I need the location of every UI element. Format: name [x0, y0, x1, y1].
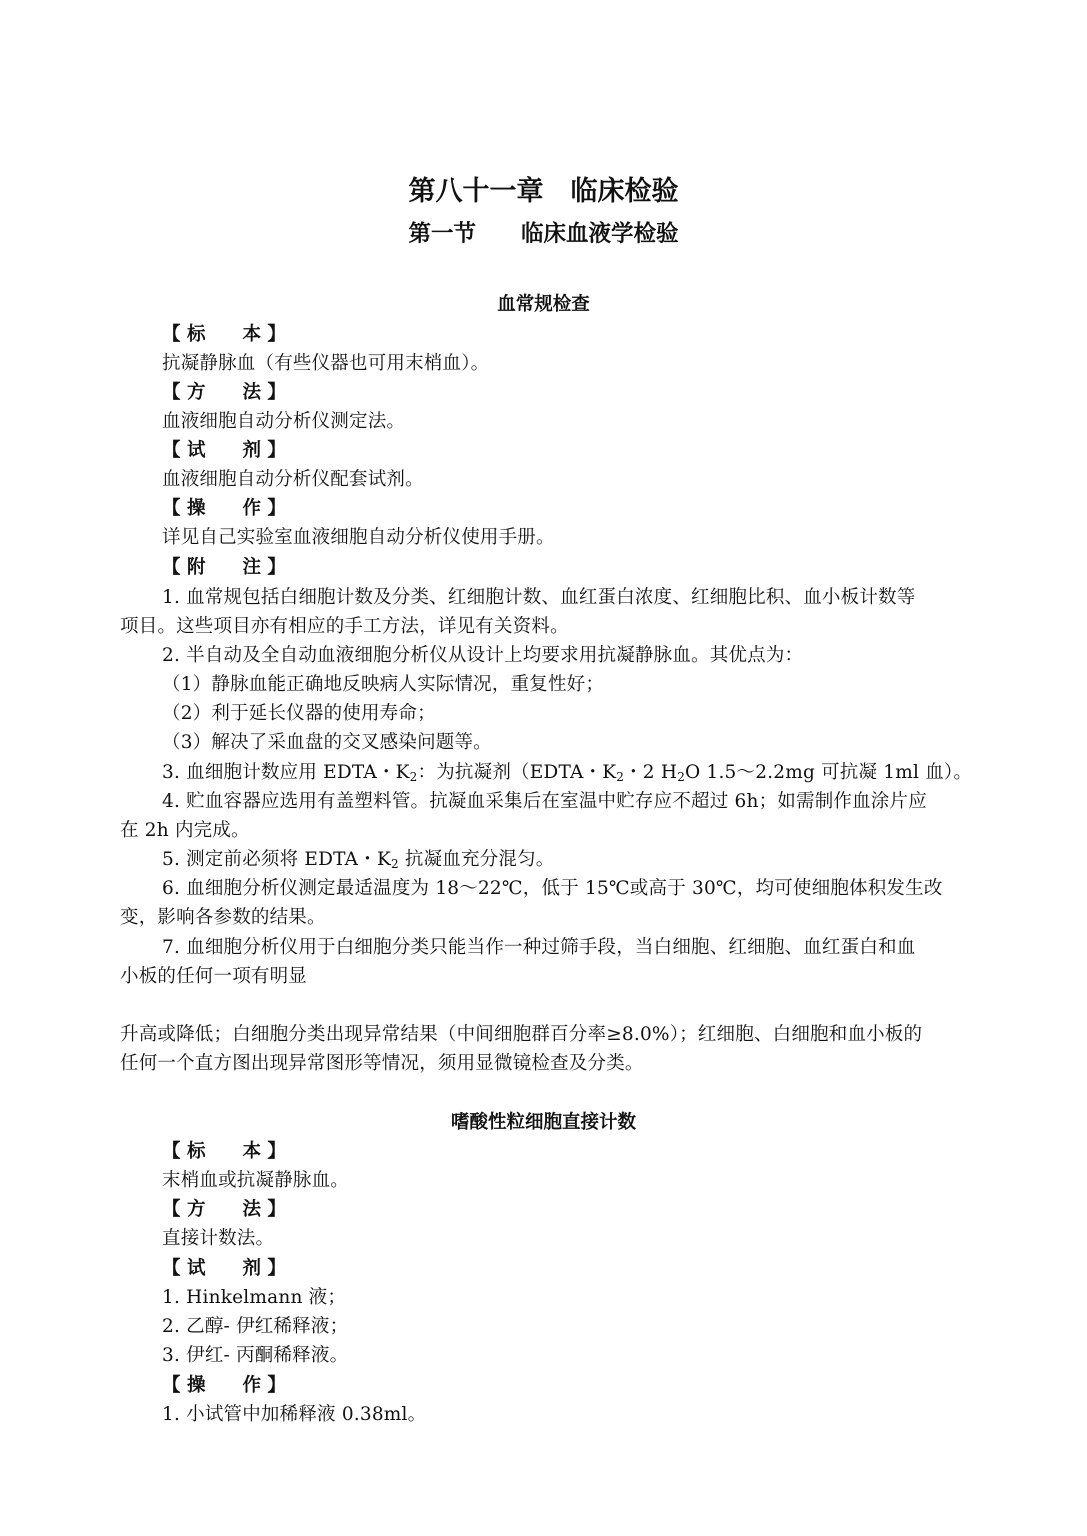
eos-reagent-1: 1. Hinkelmann 液； — [162, 1287, 347, 1308]
eos-reagent-2: 2. 乙醇- 伊红稀释液； — [162, 1316, 349, 1337]
eos-label-method: 【 方 法 】 — [162, 1199, 286, 1220]
eos-operation-1: 1. 小试管中加稀释液 0.38ml。 — [162, 1404, 427, 1425]
note-7-line-1: 7. 血细胞分析仪用于白细胞分类只能当作一种过筛手段，当白细胞、红细胞、血红蛋白和血 — [162, 937, 916, 958]
eos-label-reagent: 【 试 剂 】 — [162, 1258, 286, 1279]
operation-text: 详见自己实验室血液细胞自动分析仪使用手册。 — [162, 527, 555, 548]
note-7-line-2: 小板的任何一项有明显 — [120, 966, 308, 987]
note-6-line-2: 变，影响各参数的结果。 — [120, 907, 326, 928]
note-1-line-1: 1. 血常规包括白细胞计数及分类、红细胞计数、血红蛋白浓度、红细胞比积、血小板计数等 — [162, 587, 916, 608]
eos-reagent-3: 3. 伊红- 丙酮稀释液。 — [162, 1345, 349, 1366]
specimen-text: 抗凝静脉血（有些仪器也可用末梢血）。 — [162, 353, 490, 374]
note-7-line-3: 升高或降低；白细胞分类出现异常结果（中间细胞群百分率≥8.0%）；红细胞、白细胞和血小板的 — [120, 1024, 923, 1045]
note-2: 2. 半自动及全自动血液细胞分析仪从设计上均要求用抗凝静脉血。其优点为： — [162, 645, 804, 666]
method-text: 血液细胞自动分析仪测定法。 — [162, 411, 406, 432]
blood-routine-title: 血常规检查 — [497, 294, 590, 315]
note-2-item-2: （2）利于延长仪器的使用寿命； — [162, 703, 436, 724]
note-2-item-1: （1）静脉血能正确地反映病人实际情况，重复性好； — [162, 674, 605, 695]
eosinophil-title: 嗜酸性粒细胞直接计数 — [450, 1112, 636, 1133]
reagent-text: 血液细胞自动分析仪配套试剂。 — [162, 469, 424, 490]
section-title: 第一节 临床血液学检验 — [408, 221, 679, 247]
label-operation: 【 操 作 】 — [162, 498, 286, 519]
note-4-line-2: 在 2h 内完成。 — [120, 820, 250, 841]
label-method: 【 方 法 】 — [162, 382, 286, 403]
eos-specimen-text: 末梢血或抗凝静脉血。 — [162, 1170, 350, 1191]
eos-method-text: 直接计数法。 — [162, 1228, 275, 1249]
chapter-title: 第八十一章 临床检验 — [408, 176, 679, 207]
label-notes: 【 附 注 】 — [162, 557, 286, 578]
note-2-item-3: （3）解决了采血盘的交叉感染问题等。 — [162, 732, 492, 753]
note-4-line-1: 4. 贮血容器应选用有盖塑料管。抗凝血采集后在室温中贮存应不超过 6h；如需制作血涂片应 — [162, 791, 927, 812]
eos-label-specimen: 【 标 本 】 — [162, 1141, 286, 1162]
eos-label-operation: 【 操 作 】 — [162, 1375, 286, 1396]
label-specimen: 【 标 本 】 — [162, 324, 286, 345]
note-6-line-1: 6. 血细胞分析仪测定最适温度为 18～22℃，低于 15℃或高于 30℃，均可使细胞体积发生改 — [162, 878, 943, 899]
note-5: 5. 测定前必须将 EDTA・$K_2$ 抗凝血充分混匀。 — [162, 849, 555, 871]
note-7-line-4: 任何一个直方图出现异常图形等情况，须用显微镜检查及分类。 — [120, 1053, 644, 1074]
note-3: 3. 血细胞计数应用 EDTA・$K_2$：为抗凝剂（EDTA・$K_2$・2 $H_2O$ 1.5～2.2mg 可抗凝 1ml 血）。 — [162, 762, 973, 784]
note-1-line-2: 项目。这些项目亦有相应的手工方法，详见有关资料。 — [120, 616, 569, 637]
label-reagent: 【 试 剂 】 — [162, 440, 286, 461]
